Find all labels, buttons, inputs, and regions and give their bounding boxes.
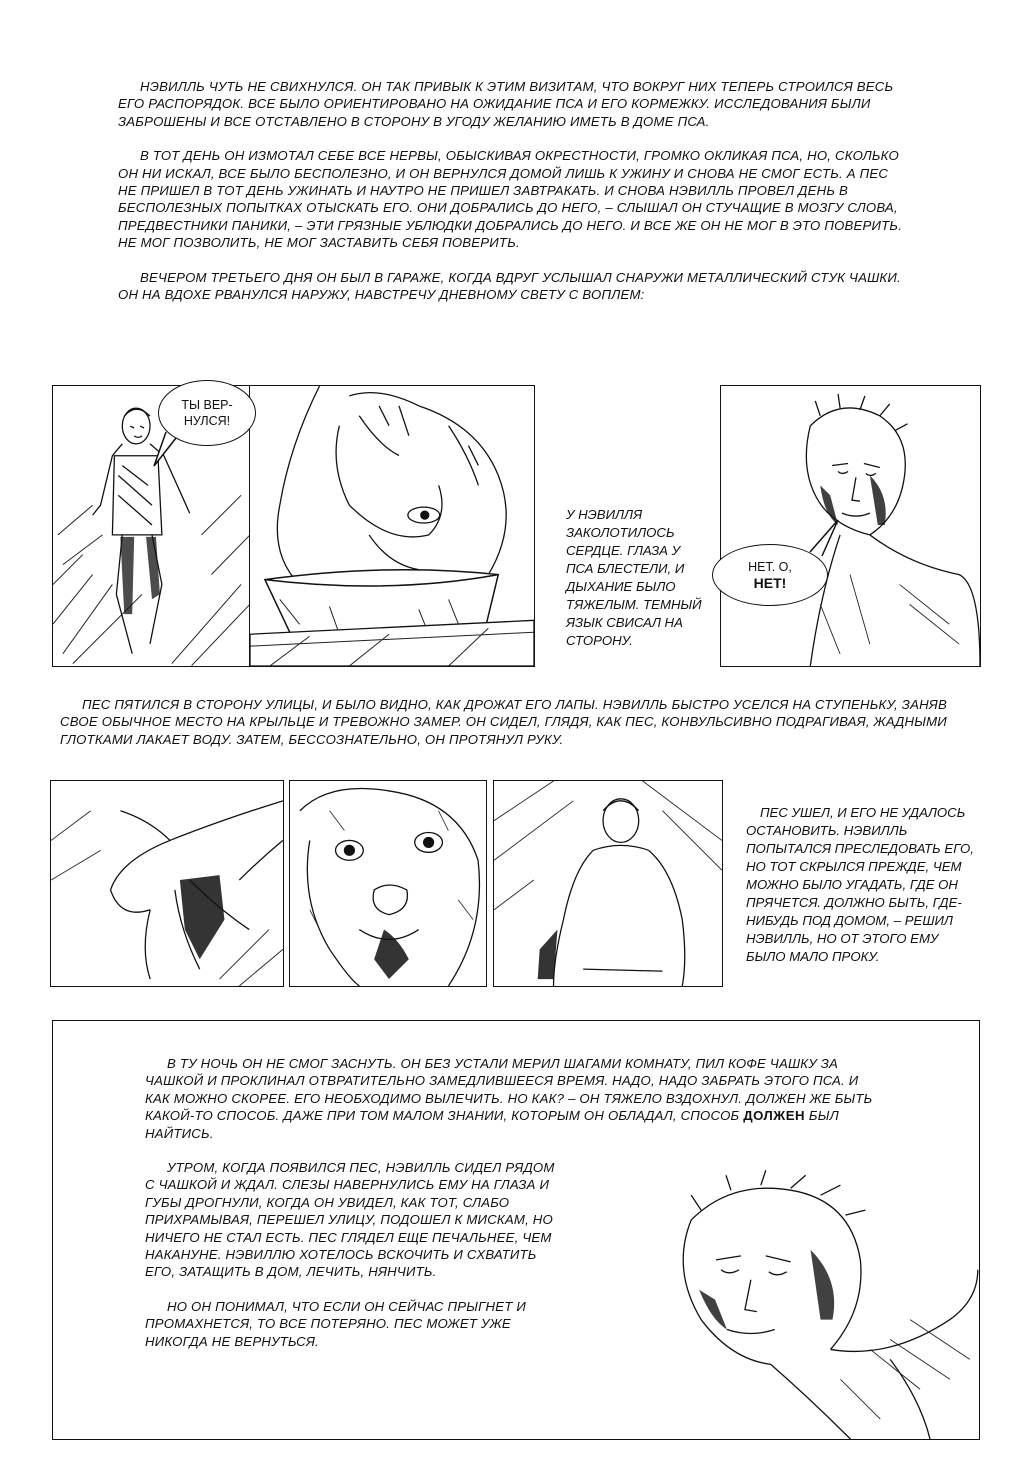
narration-middle-p1: ПЕС ПЯТИЛСЯ В СТОРОНУ УЛИЦЫ, И БЫЛО ВИДНО, КАК ДРОЖАТ ЕГО ЛАПЫ. НЭВИЛЛЬ БЫСТРО УСЕЛСЯ НА СТУПЕНЬКУ, ЗАНЯВ СВОЕ ОБЫЧНОЕ МЕСТО НА КРЫЛЬЦЕ И ТРЕВОЖНО ЗАМЕР. ОН СИДЕЛ, ГЛЯДЯ, КАК ПЕС, КОНВУЛЬСИВНО ПОДРАГИВАЯ, ЖАДНЫМИ ГЛОТКАМИ ЛАКАЕТ ВОДУ. ЗАТЕМ, БЕССОЗНАТЕЛЬНО, ОН ПРОТЯНУЛ РУКУ. — [60, 697, 947, 747]
narration-top-p1: НЭВИЛЛЬ ЧУТЬ НЕ СВИХНУЛСЯ. ОН ТАК ПРИВЫК К ЭТИМ ВИЗИТАМ, ЧТО ВОКРУГ НИХ ТЕПЕРЬ СТРОИЛСЯ ВЕСЬ ЕГО РАСПОРЯДОК. ВСЕ БЫЛО ОРИЕНТИРОВАНО НА ОЖИДАНИЕ ПСА И ЕГО КОРМЕЖКУ. ИССЛЕДОВАНИЯ БЫЛИ ЗАБРОШЕНЫ И ВСЕ ОТСТАВЛЕНО В СТОРОНУ В УГОДУ ЖЕЛАНИЮ ИМЕТЬ В ДОМЕ ПСА. — [118, 79, 894, 129]
panel-night-morning — [52, 1020, 980, 1440]
narration-top-p2: В ТОТ ДЕНЬ ОН ИЗМОТАЛ СЕБЕ ВСЕ НЕРВЫ, ОБЫСКИВАЯ ОКРЕСТНОСТИ, ГРОМКО ОКЛИКАЯ ПСА, НО, СКОЛЬКО ОН НИ ИСКАЛ, ВСЕ БЫЛО БЕСПОЛЕЗНО, И ОН ВЕРНУЛСЯ ДОМОЙ ЛИШЬ К УЖИНУ И СНОВА НЕ СМОГ ЕСТЬ. А ПЕС НЕ ПРИШЕЛ В ТОТ ДЕНЬ УЖИНАТЬ И НАУТРО НЕ ПРИШЕЛ ЗАВТРАКАТЬ. И СНОВА НЭВИЛЛЬ ПРОВЕЛ ДЕНЬ В БЕСПОЛЕЗНЫХ ПОПЫТКАХ ОТЫСКАТЬ ЕГО. ОНИ ДОБРАЛИСЬ ДО НЕГО, – СЛЫШАЛ ОН СТУЧАЩИЕ В МОЗГУ СЛОВА, ПРЕДВЕСТНИКИ ПАНИКИ, – ЭТИ ГРЯЗНЫЕ УБЛЮДКИ ДОБРАЛИСЬ ДО НЕГО. И ВСЕ ЖЕ ОН НЕ МОГ В ЭТО ПОВЕРИТЬ. НЕ МОГ ПОЗВОЛИТЬ, НЕ МОГ ЗАСТАВИТЬ СЕБЯ ПОВЕРИТЬ. — [118, 148, 903, 251]
speech-bubble-no — [712, 544, 828, 606]
panel-dog-drinking — [249, 385, 535, 667]
speech-line-1: НЕТ. О, — [748, 560, 792, 574]
narration-top — [118, 78, 908, 303]
panel-man-face — [720, 385, 981, 667]
speech-line-1: ТЫ ВЕР- — [181, 398, 233, 412]
caption-dog-left: ПЕС УШЕЛ, И ЕГО НЕ УДАЛОСЬ ОСТАНОВИТЬ. НЭВИЛЛЬ ПОПЫТАЛСЯ ПРЕСЛЕДОВАТЬ ЕГО, НО ТОТ СКРЫЛСЯ ПРЕЖДЕ, ЧЕМ МОЖНО БЫЛО УГАДАТЬ, ГДЕ ОН ПРЯЧЕТСЯ. ДОЛЖНО БЫТЬ, ГДЕ-НИБУДЬ ПОД ДОМОМ, – РЕШИЛ НЭВИЛЛЬ, НО ОТ ЭТОГО ЕМУ БЫЛО МАЛО ПРОКУ. — [746, 805, 974, 964]
speech-line-2: НЕТ! — [753, 575, 787, 591]
narration-bottom-p3: НО ОН ПОНИМАЛ, ЧТО ЕСЛИ ОН СЕЙЧАС ПРЫГНЕТ И ПРОМАХНЕТСЯ, ТО ВСЕ ПОТЕРЯНО. ПЕС МОЖЕТ УЖЕ НИКОГДА НЕ ВЕРНУТЬСЯ. — [145, 1298, 527, 1349]
narration-bottom — [145, 1055, 875, 1350]
man-face-illustration — [721, 386, 980, 666]
speech-line-2: НУЛСЯ! — [183, 414, 231, 428]
narration-middle — [60, 696, 978, 748]
narration-top-p3: ВЕЧЕРОМ ТРЕТЬЕГО ДНЯ ОН БЫЛ В ГАРАЖЕ, КОГДА ВДРУГ УСЛЫШАЛ СНАРУЖИ МЕТАЛЛИЧЕСКИЙ СТУК ЧАШКИ. ОН НА ВДОХЕ РВАНУЛСЯ НАРУЖУ, НАВСТРЕЧУ ДНЕВНОМУ СВЕТУ С ВОПЛЕМ: — [118, 269, 901, 303]
narration-bottom-p1-part2: БЫЛ НАЙТИСЬ. — [145, 1108, 839, 1141]
panel-hand — [50, 780, 284, 987]
caption-heart-pounding: У НЭВИЛЛЯ ЗАКОЛОТИЛОСЬ СЕРДЦЕ. ГЛАЗА У ПСА БЛЕСТЕЛИ, И ДЫХАНИЕ БЫЛО ТЯЖЕЛЫМ. ТЕМНЫЙ ЯЗЫК СВИСАЛ НА СТОРОНУ. — [566, 507, 702, 648]
man-back-illustration — [494, 781, 722, 986]
narration-bottom-p2: УТРОМ, КОГДА ПОЯВИЛСЯ ПЕС, НЭВИЛЛЬ СИДЕЛ РЯДОМ С ЧАШКОЙ И ЖДАЛ. СЛЕЗЫ НАВЕРНУЛИСЬ ЕМУ НА ГЛАЗА И ГУБЫ ДРОГНУЛИ, КОГДА ОН УВИДЕЛ, КАК ТОТ, СЛАБО ПРИХРАМЫВАЯ, ПЕРЕШЕЛ УЛИЦУ, ПОДОШЕЛ К МИСКАМ, НО НИЧЕГО НЕ СТАЛ ЕСТЬ. ПЕС ГЛЯДЕЛ ЕЩЕ ПЕЧАЛЬНЕЕ, ЧЕМ НАКАНУНЕ. НЭВИЛЛЮ ХОТЕЛОСЬ ВСКОЧИТЬ И СХВАТИТЬ ЕГО, ЗАТАЩИТЬ В ДОМ, ЛЕЧИТЬ, НЯНЧИТЬ. — [145, 1160, 555, 1280]
panel-man-back — [493, 780, 723, 987]
speech-bubble-tail-2 — [806, 518, 842, 558]
speech-bubble-you-returned — [158, 380, 256, 446]
narration-bottom-p1 — [145, 1055, 875, 1142]
emphasis-word: ДОЛЖЕН — [743, 1108, 806, 1124]
dog-drinking-illustration — [250, 386, 534, 666]
hand-illustration — [51, 781, 283, 986]
dog-closeup-illustration — [290, 781, 486, 986]
panel-dog-closeup — [289, 780, 487, 987]
narration-bottom-p1-part1: В ТУ НОЧЬ ОН НЕ СМОГ ЗАСНУТЬ. ОН БЕЗ УСТАЛИ МЕРИЛ ШАГАМИ КОМНАТУ, ПИЛ КОФЕ ЧАШКУ ЗА ЧАШКОЙ И ПРОКЛИНАЛ ОТВРАТИТЕЛЬНО ЗАМЕДЛИВШЕЕСЯ ВРЕМЯ. НАДО, НАДО ЗАБРАТЬ ЭТОГО ПСА. И КАК МОЖНО СКОРЕЕ. ЕГО НЕОБХОДИМО ВЫЛЕЧИТЬ. НО КАК? – ОН ТЯЖЕЛО ВЗДОХНУЛ. ДОЛЖЕН ЖЕ БЫТЬ КАКОЙ-ТО СПОСОБ. ДАЖЕ ПРИ ТОМ МАЛОМ ЗНАНИИ, КОТОРЫМ ОН ОБЛАДАЛ, СПОСОБ — [145, 1056, 873, 1124]
